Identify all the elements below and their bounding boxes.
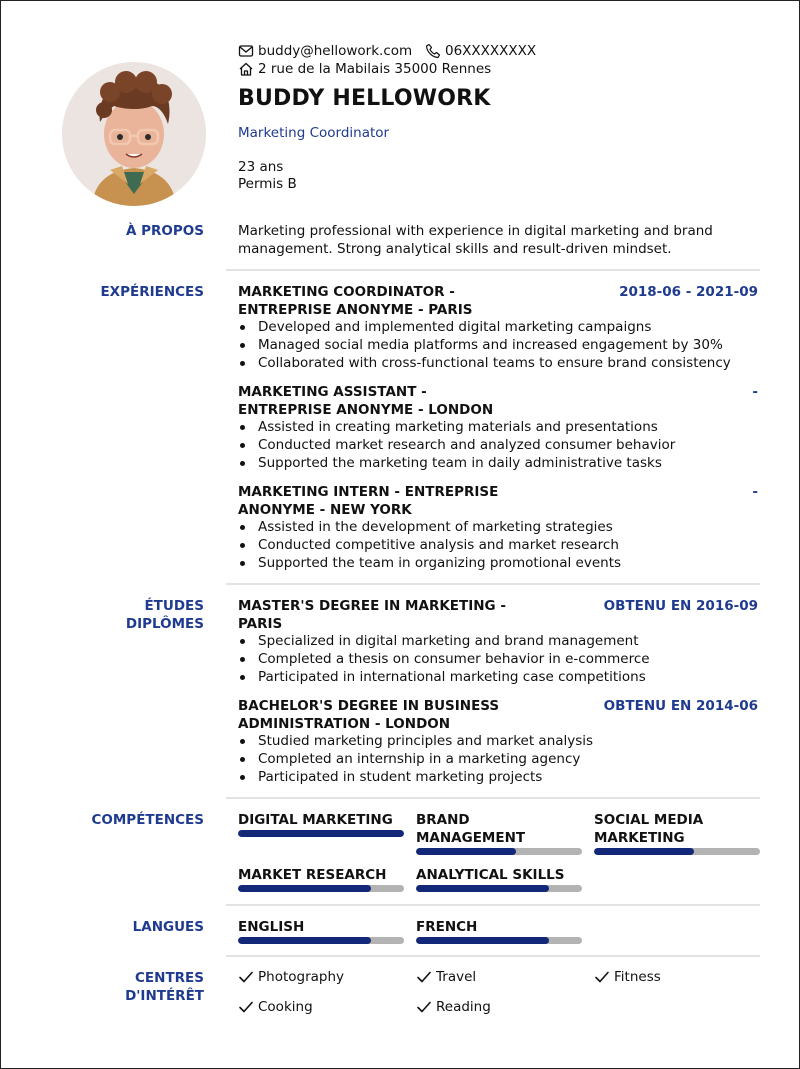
divider — [226, 797, 760, 799]
language-item — [416, 918, 582, 944]
profile-photo — [62, 62, 206, 206]
interest-label: Reading — [436, 999, 491, 1015]
skill-name: SOCIAL MEDIA — [594, 812, 704, 828]
language-bar — [238, 937, 404, 944]
education-bullets — [238, 632, 758, 686]
language-bar-fill — [416, 937, 549, 944]
skill-bar — [238, 830, 404, 837]
phone-text: 06XXXXXXXX — [445, 43, 537, 59]
check-icon — [238, 969, 254, 985]
experience-bullets — [238, 318, 758, 372]
divider — [226, 955, 760, 957]
skill-name: BRAND MANAGEMENT — [416, 812, 526, 846]
section-label-interests — [125, 969, 204, 1005]
interest-item — [416, 999, 491, 1015]
skill-name: MARKETING — [594, 830, 685, 846]
education-title — [238, 597, 518, 633]
experience-date: 2018-06 - 2021-09 — [619, 284, 758, 300]
candidate-name: BUDDY HELLOWORK — [238, 86, 491, 111]
phone-contact — [425, 42, 536, 60]
section-label-line: D'INTÉRÊT — [125, 988, 204, 1004]
skill-bar-fill — [416, 885, 549, 892]
address-text: 2 rue de la Mabilais 35000 Rennes — [258, 61, 492, 77]
experience-title-line: MARKETING ASSISTANT - — [238, 384, 427, 400]
experience-title — [238, 283, 518, 319]
language-name: FRENCH — [416, 919, 478, 935]
language-item — [238, 918, 404, 944]
list-item: Specialized in digital marketing and brand management — [238, 632, 758, 650]
education-bullets — [238, 732, 758, 786]
divider — [226, 583, 760, 585]
experience-title-line: MARKETING INTERN - ENTREPRISE — [238, 484, 499, 500]
interest-label: Fitness — [614, 969, 661, 985]
email-contact — [238, 42, 412, 60]
skill-bar-fill — [416, 848, 516, 855]
list-item: Developed and implemented digital marketing campaigns — [238, 318, 758, 336]
section-label-education — [126, 597, 204, 633]
section-label-line: DIPLÔMES — [125, 616, 204, 632]
list-item: Assisted in creating marketing materials and presentations — [238, 418, 758, 436]
list-item: Assisted in the development of marketing strategies — [238, 518, 758, 536]
section-label-line: ÉTUDES — [144, 598, 204, 614]
about-text: Marketing professional with experience in digital marketing and brand management. Strong analytical skills and result-driven mindset. — [238, 223, 713, 257]
experience-bullets — [238, 418, 758, 472]
education-title-line: ADMINISTRATION - LONDON — [238, 716, 451, 732]
education-title-line: BACHELOR'S DEGREE IN BUSINESS — [238, 698, 500, 714]
list-item: Participated in student marketing projects — [238, 768, 758, 786]
age-text: 23 ans — [238, 159, 284, 175]
skill-item — [416, 811, 582, 855]
address-contact — [238, 60, 491, 78]
education-date: OBTENU EN 2014-06 — [603, 698, 758, 714]
interest-label: Photography — [258, 969, 345, 985]
list-item: Conducted competitive analysis and market research — [238, 536, 758, 554]
section-label-skills: COMPÉTENCES — [91, 812, 204, 828]
interest-item — [594, 969, 661, 985]
experience-title — [238, 483, 518, 519]
avatar-illustration — [62, 62, 206, 206]
list-item: Studied marketing principles and market analysis — [238, 732, 758, 750]
list-item: Collaborated with cross-functional teams to ensure brand consistency — [238, 354, 758, 372]
skill-item — [594, 811, 760, 855]
job-title: Marketing Coordinator — [238, 125, 390, 141]
list-item: Completed an internship in a marketing agency — [238, 750, 758, 768]
experience-title-line: ENTREPRISE ANONYME - PARIS — [238, 302, 473, 318]
education-title — [238, 697, 518, 733]
email-text: buddy@hellowork.com — [258, 43, 413, 59]
list-item: Supported the marketing team in daily administrative tasks — [238, 454, 758, 472]
education-date: OBTENU EN 2016-09 — [603, 598, 758, 614]
section-label-about: À PROPOS — [125, 223, 204, 239]
interest-item — [416, 969, 476, 985]
language-bar-fill — [238, 937, 371, 944]
divider — [226, 904, 760, 906]
language-name: ENGLISH — [238, 919, 305, 935]
skill-name: DIGITAL MARKETING — [238, 812, 393, 828]
education-title-line: MASTER'S DEGREE IN MARKETING - — [238, 598, 506, 614]
interest-item — [238, 969, 344, 985]
check-icon — [594, 969, 610, 985]
skill-bar — [416, 885, 582, 892]
list-item: Completed a thesis on consumer behavior in e-commerce — [238, 650, 758, 668]
divider — [226, 269, 760, 271]
skill-name: MARKET RESEARCH — [238, 867, 387, 883]
license-text: Permis B — [238, 176, 297, 192]
experience-title-line: ANONYME - NEW YORK — [238, 502, 412, 518]
experience-title — [238, 383, 518, 419]
skill-name: ANALYTICAL SKILLS — [416, 867, 565, 883]
experience-date: - — [752, 484, 758, 500]
mail-icon — [238, 43, 254, 59]
phone-icon — [425, 43, 441, 59]
section-label-line: CENTRES — [135, 970, 204, 986]
skill-bar — [416, 848, 582, 855]
experience-title-line: MARKETING COORDINATOR - — [238, 284, 455, 300]
skill-bar-fill — [238, 830, 404, 837]
skill-bar-fill — [594, 848, 694, 855]
section-label-languages: LANGUES — [132, 919, 204, 935]
check-icon — [416, 999, 432, 1015]
interest-label: Travel — [436, 969, 477, 985]
skill-bar — [594, 848, 760, 855]
interest-item — [238, 999, 313, 1015]
check-icon — [416, 969, 432, 985]
home-icon — [238, 61, 254, 77]
experience-date: - — [752, 384, 758, 400]
skill-bar — [238, 885, 404, 892]
interest-label: Cooking — [258, 999, 313, 1015]
skill-item — [416, 866, 582, 892]
list-item: Managed social media platforms and increased engagement by 30% — [238, 336, 758, 354]
experience-title-line: ENTREPRISE ANONYME - LONDON — [238, 402, 494, 418]
education-title-line: PARIS — [238, 616, 283, 632]
skill-item — [238, 811, 404, 837]
skill-item — [238, 866, 404, 892]
list-item: Supported the team in organizing promotional events — [238, 554, 758, 572]
section-label-experiences: EXPÉRIENCES — [100, 284, 204, 300]
experience-bullets — [238, 518, 758, 572]
language-bar — [416, 937, 582, 944]
list-item: Conducted market research and analyzed consumer behavior — [238, 436, 758, 454]
list-item: Participated in international marketing case competitions — [238, 668, 758, 686]
check-icon — [238, 999, 254, 1015]
skill-bar-fill — [238, 885, 371, 892]
